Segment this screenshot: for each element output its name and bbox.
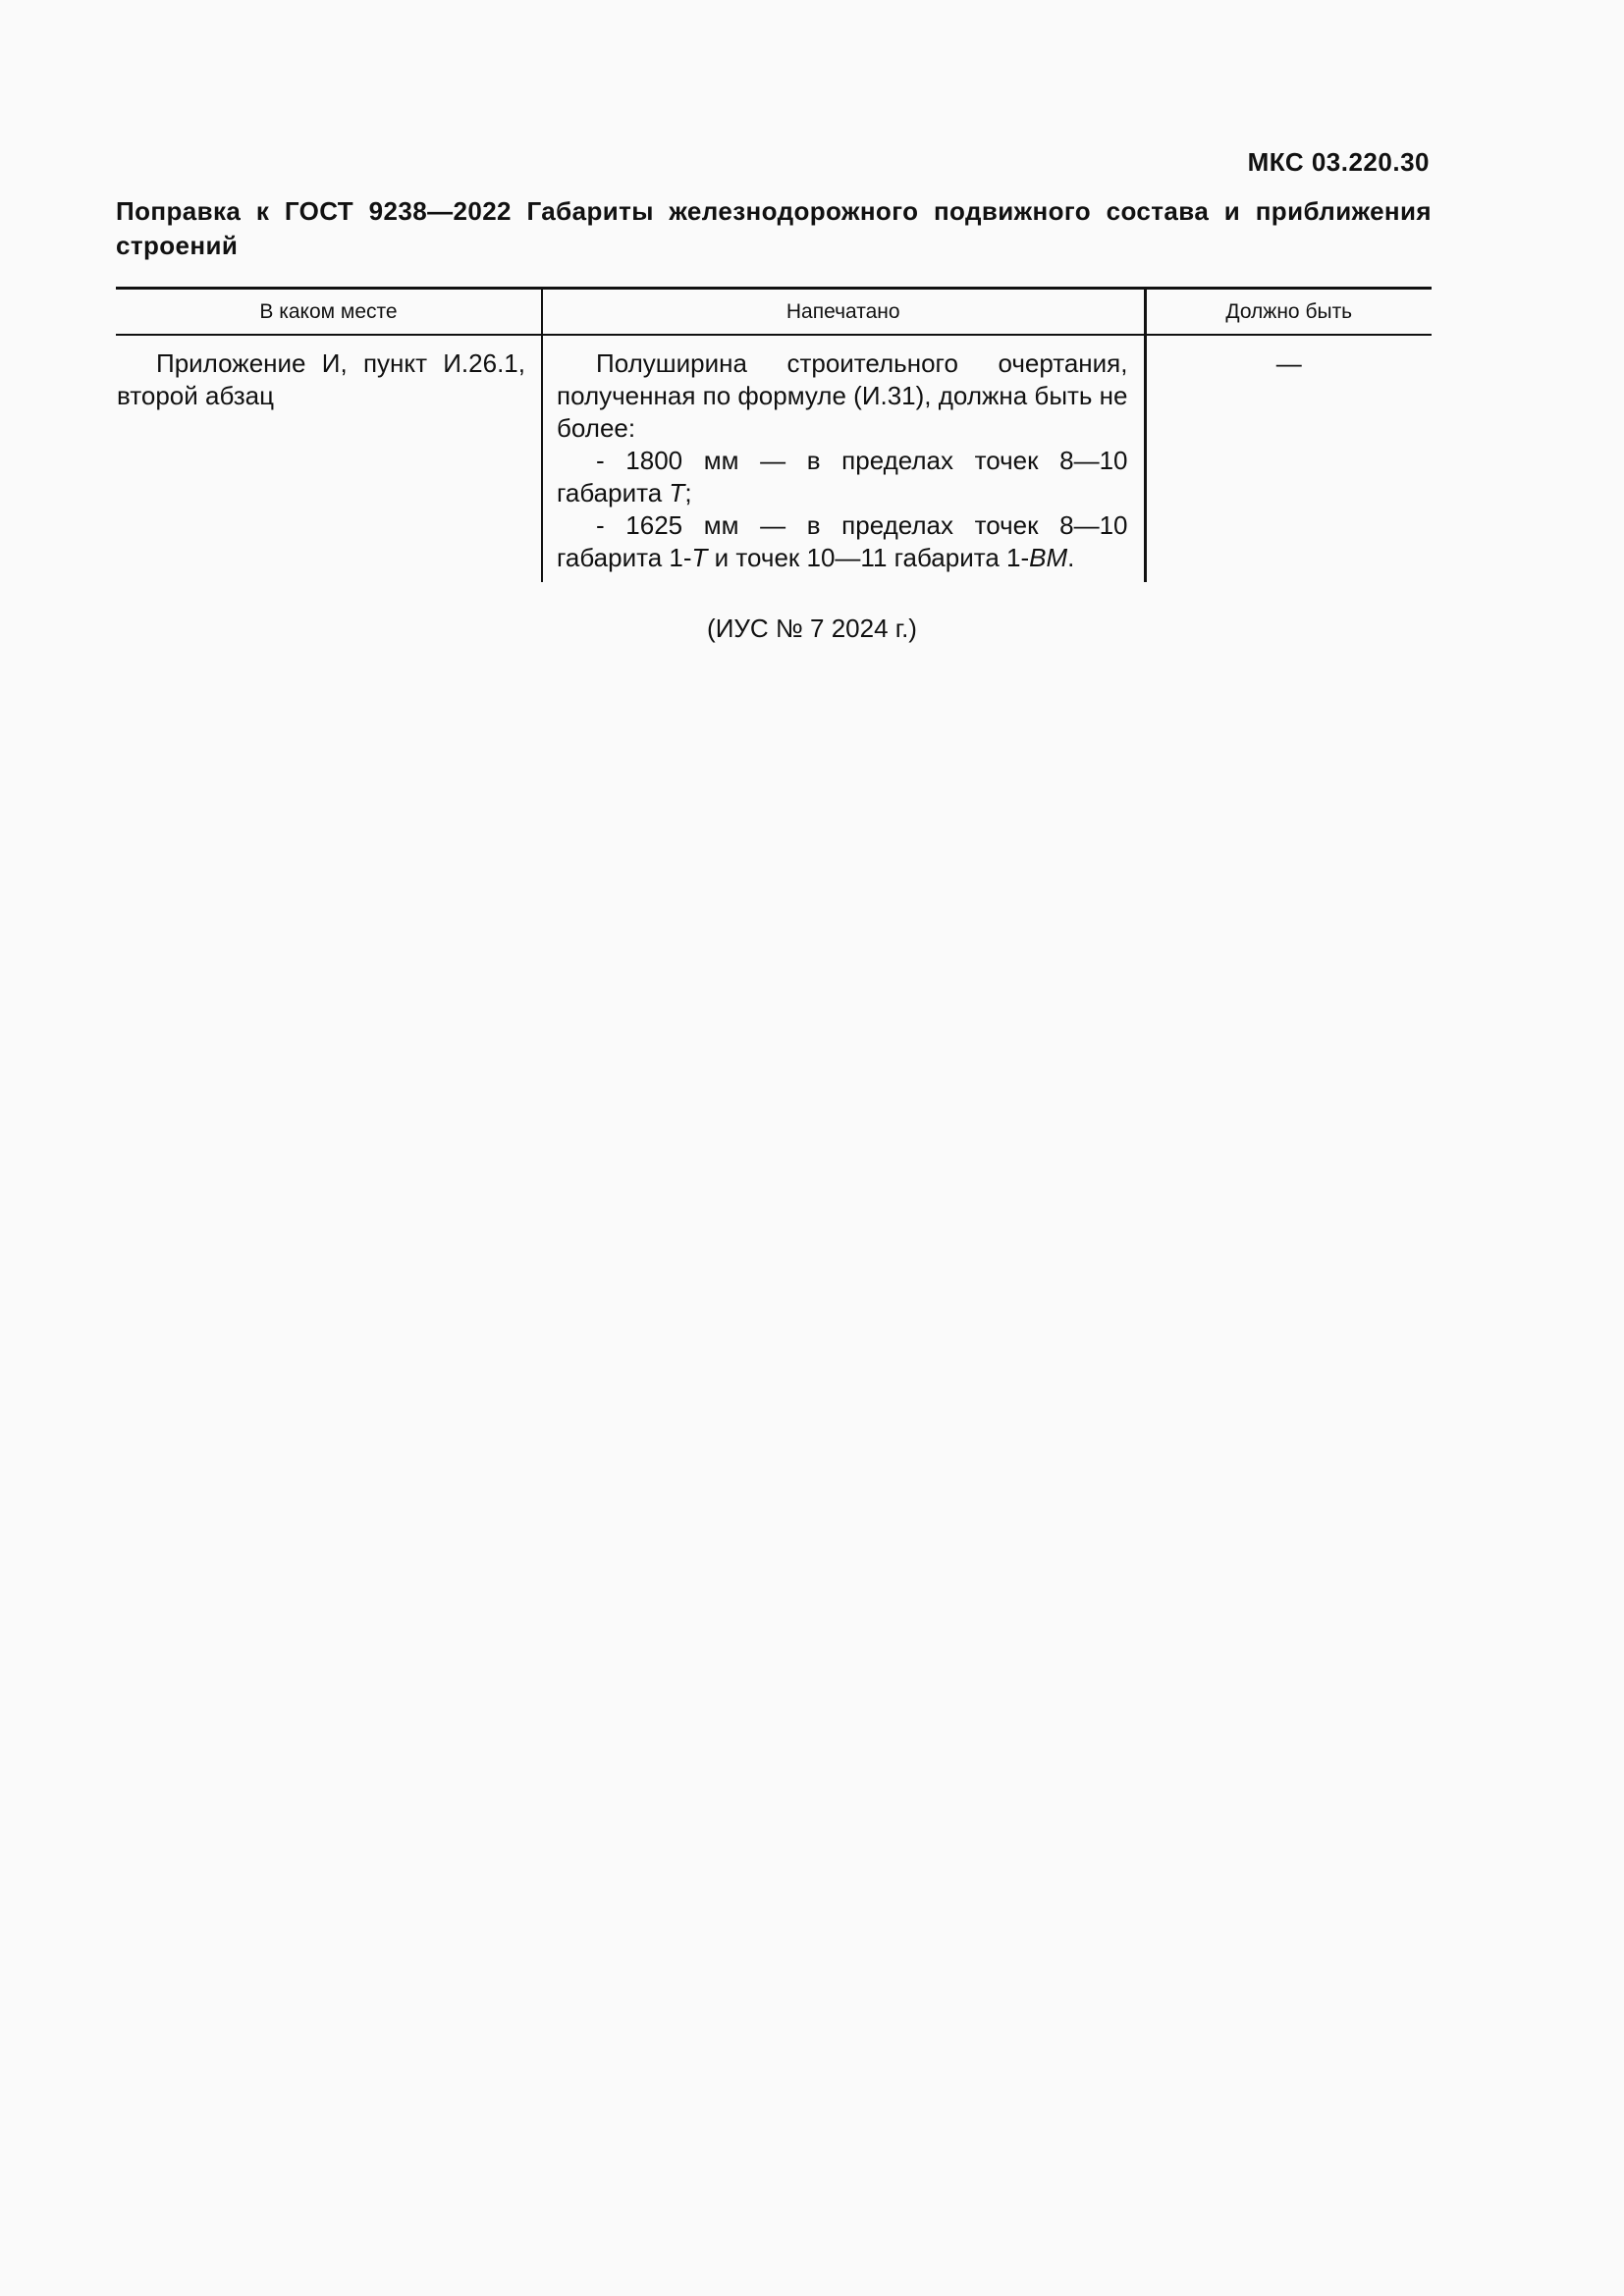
printed-p3-end: . (1067, 543, 1075, 572)
printed-paragraph-2 (557, 445, 1128, 509)
document-title: Поправка к ГОСТ 9238—2022 Габариты железнодорожного подвижного состава и приближения строений (116, 196, 1432, 260)
printed-paragraph-3 (557, 509, 1128, 574)
mks-code: МКС 03.220.30 (1247, 147, 1430, 177)
printed-p3-italic-1: Т (691, 543, 708, 572)
printed-p2-end: ; (684, 478, 692, 507)
where-text: Приложение И, пункт И.26.1, второй абзац (117, 348, 525, 410)
printed-p3-mid: и точек 10—11 габарита 1- (707, 543, 1030, 572)
printed-paragraph-1: Полуширина строительного очертания, полученная по формуле (И.31), должна быть не более: (557, 348, 1128, 443)
printed-p3-text: - 1625 мм — в пределах точек 8—10 габарита 1- (557, 510, 1128, 572)
cell-printed (542, 335, 1145, 582)
cell-should-be: — (1275, 348, 1302, 378)
column-header-printed: Напечатано (542, 289, 1145, 336)
ius-reference: (ИУС № 7 2024 г.) (707, 614, 917, 643)
printed-p2-text: - 1800 мм — в пределах точек 8—10 габарита (557, 446, 1128, 507)
column-header-where: В каком месте (116, 289, 542, 336)
amendment-table (116, 287, 1432, 582)
printed-p3-italic-2: ВМ (1029, 543, 1068, 572)
table-header-row (116, 289, 1432, 336)
cell-where (116, 335, 542, 582)
printed-p2-italic: Т (669, 478, 685, 507)
column-header-should-be: Должно быть (1145, 289, 1432, 336)
table-row (116, 335, 1432, 582)
